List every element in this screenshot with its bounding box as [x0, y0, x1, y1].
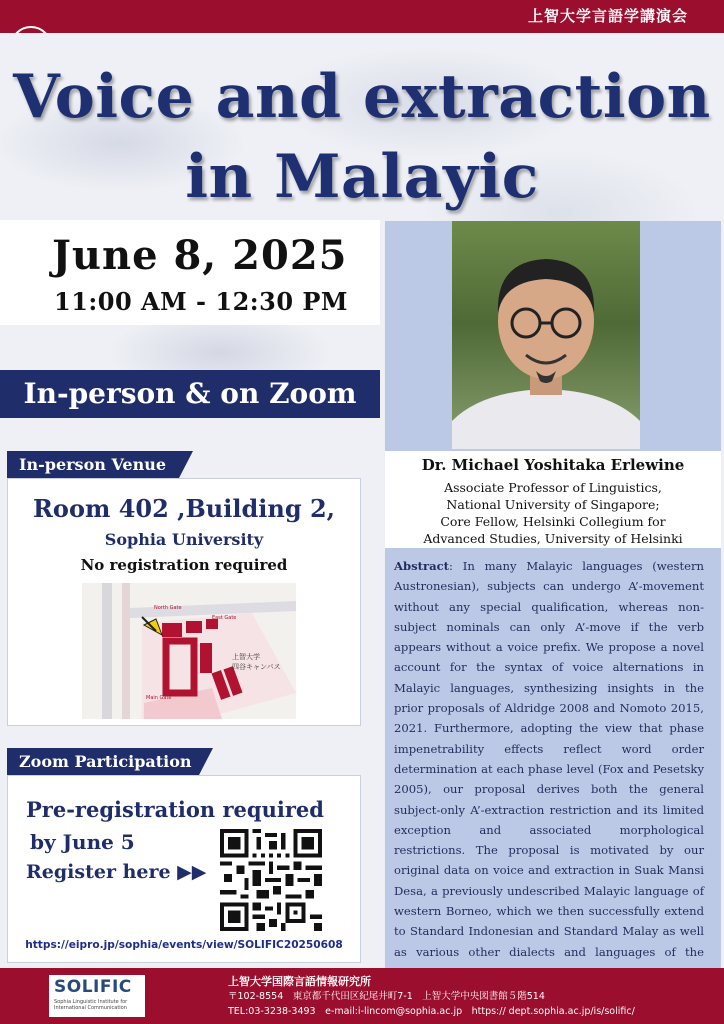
- registration-qr-code[interactable]: [220, 829, 322, 931]
- abstract-text: [394, 556, 704, 982]
- speaker-affiliation-2: National University of Singapore;: [446, 497, 660, 512]
- register-here-link[interactable]: Register here ▶▶: [26, 861, 207, 883]
- map-east-gate-label: East Gate: [212, 615, 237, 621]
- speaker-portrait-icon: [452, 221, 640, 449]
- venue-room: Room 402 ,Building 2,: [32, 494, 336, 523]
- event-time: 11:00 AM - 12:30 PM: [54, 287, 348, 316]
- speaker-affiliation-4: Advanced Studies, University of Helsinki: [423, 531, 683, 546]
- map-campus-label-2: 四谷キャンパス: [232, 663, 281, 671]
- speaker-affiliation-1: Associate Professor of Linguistics,: [444, 480, 662, 495]
- event-title-line2: in Malayic: [185, 142, 539, 212]
- event-date: June 8, 2025: [52, 232, 348, 279]
- abstract-body: : In many Malayic languages (western Austronesian), subjects can undergo A’-movement without any special qualification, whereas non-subject nominals can only A’-move if the verb appears without a voice prefix. We propose a novel account for the syntax of voice alternations in Malayic languages, synthesizing insights in the prior proposals of Aldridge 2008 and Nomoto 2015, 2021. Furthermore, adopting the view that phase impenetrability effects reflect word order determination at each phase level (Fox and Pesetsky 2005), our proposal derives both the general subject-only A’-extraction restriction and its limited exception and associated morphological restrictions. The proposal is motivated by our original data on voice and extraction in Suak Mansi Desa, a previously undescribed Malayic language of western Borneo, which we then successfully extend to Standard Indonesian and Standard Malay as well as various other dialects and languages of the: [394, 559, 704, 959]
- speaker-name: Dr. Michael Yoshitaka Erlewine: [421, 456, 685, 474]
- solific-logo-subtitle: Sophia Linguistic Institute for International Communication: [54, 999, 128, 1011]
- map-north-gate-label: North Gate: [154, 605, 182, 611]
- registration-url-link[interactable]: https://eipro.jp/sophia/events/view/SOLIFIC20250608: [25, 939, 343, 951]
- venue-university: Sophia University: [104, 530, 264, 549]
- zoom-deadline: by June 5: [30, 830, 135, 854]
- zoom-preregistration: Pre-registration required: [26, 797, 324, 822]
- footer-contact[interactable]: TEL:03-3238-3493 e-mail:i-lincom@sophia.ac.jp https:// dept.sophia.ac.jp/is/solific/: [228, 1006, 635, 1017]
- map-main-gate-label: Main Gate: [146, 695, 172, 701]
- zoom-tag: Zoom Participation: [7, 748, 199, 775]
- speaker-photo: [452, 221, 640, 449]
- qr-code-icon: [220, 829, 322, 931]
- map-campus-label: 上智大学: [232, 653, 260, 661]
- venue-tag: In-person Venue: [7, 451, 179, 478]
- footer-institute: 上智大学国際言語情報研究所: [228, 975, 371, 988]
- event-title-line1: Voice and extraction: [13, 62, 711, 132]
- venue-registration-note: No registration required: [80, 556, 288, 574]
- footer-address: 〒102-8554 東京都千代田区紀尾井町7-1 上智大学中央図書館５階514: [228, 991, 545, 1002]
- abstract-label: Abstract: [394, 559, 450, 573]
- speaker-affiliation-3: Core Fellow, Helsinki Collegium for: [440, 514, 666, 529]
- org-title: 上智大学言語学講演会: [527, 7, 688, 25]
- attendance-mode-bar: In-person & on Zoom: [0, 370, 380, 418]
- campus-map: [82, 583, 296, 719]
- solific-logo-text: SOLIFIC: [54, 977, 132, 997]
- campus-map-icon: [82, 583, 296, 719]
